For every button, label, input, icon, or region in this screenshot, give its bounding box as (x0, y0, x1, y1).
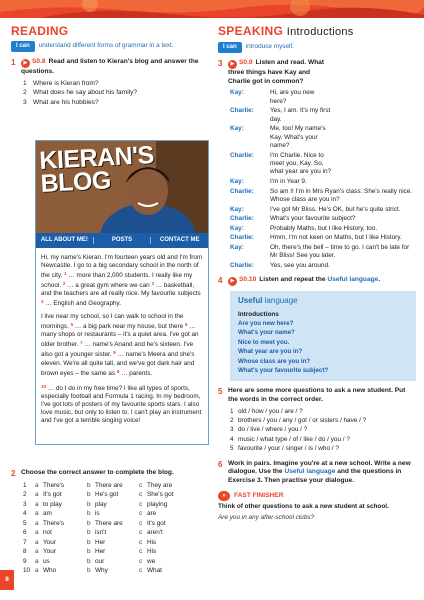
answer-option[interactable]: It's got (43, 491, 62, 499)
answer-row: 10 a Who b Why c What (23, 566, 209, 575)
exercise-4: 4 ▶ S0.10 Listen and repeat the Useful language. (218, 276, 381, 286)
speaker-name: Charlie: (230, 215, 254, 223)
ican-badge: I can (218, 42, 242, 53)
dialogue-line (230, 188, 416, 205)
speaker-name: Kay: (230, 125, 244, 133)
dialogue (230, 89, 416, 270)
dialogue-text: Probably Maths, but I like History, too. (270, 224, 378, 232)
speaker-name: Charlie: (230, 261, 254, 269)
dialogue-text: What's your favourite subject? (270, 215, 356, 223)
list-item: 3 do / live / where / you / ? (230, 426, 308, 434)
answer-option[interactable]: She's got (147, 491, 174, 499)
dialogue-line (230, 125, 416, 150)
useful-title: Useful language (238, 296, 298, 306)
answer-row: 3 a to play b play c playing (23, 500, 209, 509)
speaker-name: Kay: (230, 224, 244, 232)
fast-finisher (218, 491, 416, 501)
audio-icon[interactable]: ▶ (21, 59, 30, 68)
answer-row: 2 a It's got b He's got c She's got (23, 490, 209, 499)
fast-finisher-label: FAST FINISHER (234, 492, 284, 500)
objective-text: understand different forms of grammar in a text. (38, 42, 174, 50)
useful-phrase: Are you new here? (238, 320, 294, 328)
dialogue-line (230, 107, 416, 124)
nav-posts[interactable]: POSTS (94, 237, 152, 245)
answer-option[interactable]: There's (43, 482, 65, 489)
answer-option[interactable]: play (95, 500, 107, 508)
exercise-number: 6 (218, 459, 223, 469)
answer-option[interactable]: Her (95, 538, 106, 546)
list-item: 2 What does he say about his family? (23, 89, 138, 97)
exercise-3 (218, 59, 416, 270)
question-list (23, 79, 209, 108)
list-item: 4 music / what type / of / like / do / you / ? (230, 435, 350, 443)
dialogue-text: Yes, I am. It's my first day. (270, 107, 331, 123)
answer-option[interactable]: Your (43, 538, 56, 546)
answer-option[interactable]: Who (43, 567, 57, 575)
dialogue-text: Hi, are you new here? (270, 89, 315, 105)
audio-code: S0.10 (239, 276, 257, 284)
answer-option[interactable]: He's got (95, 491, 119, 499)
answer-option[interactable]: What (147, 567, 162, 575)
list-item: 1 old / how / you / are / ? (230, 407, 303, 415)
answer-options (23, 481, 209, 576)
audio-code: S0.8 (32, 58, 46, 65)
blog-photo (36, 141, 208, 233)
reading-column (11, 24, 209, 107)
blog-nav (36, 233, 208, 248)
speaking-heading: SPEAKING Introductions (218, 24, 354, 38)
speaker-name: Kay: (230, 89, 244, 97)
word-order-list (230, 407, 416, 454)
exercise-number: 2 (11, 469, 16, 478)
blog-panel (35, 140, 209, 445)
dialogue-text: So am I! I'm in Mrs Ryan's class. She's really nice. Whose class are you in? (270, 187, 413, 203)
answer-row: 6 a not b isn't c aren't (23, 528, 209, 537)
answer-row: 4 a am b is c are (23, 509, 209, 518)
useful-language-box (230, 291, 416, 381)
answer-row: 7 a Your b Her c His (23, 538, 209, 547)
answer-option[interactable]: They are (147, 482, 173, 489)
reading-heading: READING (11, 24, 69, 38)
page-number: 8 (0, 570, 14, 590)
answer-option[interactable]: is (95, 510, 100, 518)
nav-contact-me[interactable]: CONTACT ME (159, 236, 200, 243)
list-item: 1 Where is Kieran from? (23, 79, 99, 87)
audio-icon[interactable]: ▶ (228, 277, 237, 286)
list-item: 3 What are his hobbies? (23, 98, 99, 106)
dialogue-line (230, 178, 416, 186)
blog-title: KIERAN'S BLOG (38, 141, 155, 198)
answer-row: 5 a There's b There are c It's got (23, 519, 209, 528)
speaker-name: Kay: (230, 205, 244, 213)
dialogue-text: Oh, there's the bell – time to go. I can't be late for Mr Bliss! See you later. (270, 243, 410, 260)
answer-option[interactable]: His (147, 538, 157, 546)
answer-option[interactable]: aren't (147, 529, 163, 537)
exercise-instruction: Choose the correct answer to complete the blog. (21, 469, 174, 476)
answer-option[interactable]: Why (95, 567, 108, 575)
answer-option[interactable]: His (147, 548, 157, 556)
fast-finisher-example: Are you in any after-school clubs? (218, 513, 315, 521)
answer-option[interactable]: There's (43, 519, 65, 527)
audio-icon[interactable]: ▶ (228, 60, 237, 69)
exercise-instruction: Here are some more questions to ask a new student. Put the words in the correct order. (228, 387, 406, 404)
list-item: 5 favourite / your / singer / is / who / ? (230, 445, 339, 453)
speaking-column (218, 24, 416, 522)
speaker-name: Kay: (230, 177, 244, 185)
reading-objective (11, 41, 209, 52)
exercise-5 (218, 387, 416, 453)
exercise-instruction: Listen and read. What three things have Kay and Charlie got in common? (228, 59, 325, 85)
fast-finisher-text: Think of other questions to ask a new student at school. (218, 503, 389, 511)
dialogue-line (230, 244, 416, 261)
exercise-instruction: Read and listen to Kieran's blog and answer the questions. (21, 58, 199, 75)
exercise-1 (11, 58, 209, 107)
objective-text: introduce myself. (245, 43, 294, 51)
answer-option[interactable]: our (95, 557, 105, 565)
answer-row: 1 a There's b There are c They are (23, 481, 209, 490)
useful-phrase: What's your favourite subject? (238, 367, 329, 375)
speaker-name: Charlie: (230, 234, 254, 242)
answer-option[interactable]: are (147, 510, 157, 518)
blog-paragraph: I live near my school, so I can walk to school in the mornings. $^5$ … a big park near my house, but there $^6$ … many shops or restaurants – it's a quiet area. I've got an older brother. $^7$ … name's Anand and he's sixteen. I've also got a younger sister. $^8$ … name's Meera and she's eleven. We're all quite tall, and we've got dark hair and brown eyes – the same as $^9$ … parents. (41, 313, 199, 377)
dialogue-text: Me, too! My name's Kay. What's your name? (270, 125, 326, 149)
dialogue-text: I'm Charlie. Nice to meet you, Kay. So, what year are you in? (270, 151, 332, 176)
answer-option[interactable]: we (147, 557, 156, 565)
dialogue-line (230, 262, 416, 270)
answer-option[interactable]: It's got (147, 519, 166, 527)
useful-phrase: Whose class are you in? (238, 357, 311, 365)
answer-option[interactable]: playing (147, 500, 168, 508)
dialogue-text: I've got Mr Bliss. He's OK, but he's quite strict. (270, 205, 401, 213)
answer-row: 9 a us b our c we (23, 557, 209, 566)
ican-badge: I can (11, 41, 35, 52)
useful-phrase: What year are you in? (238, 348, 303, 356)
answer-option[interactable]: us (43, 557, 50, 565)
speaker-name: Charlie: (230, 187, 254, 195)
exercise-number: 5 (218, 387, 223, 397)
speaker-name: Kay: (230, 243, 244, 251)
answer-option[interactable]: There are (95, 519, 123, 527)
exercise-number: 1 (11, 58, 16, 67)
exercise-number: 3 (218, 59, 223, 68)
top-banner (0, 0, 424, 18)
dialogue-line (230, 225, 416, 233)
dialogue-line (230, 89, 416, 106)
double-chevron-icon: » (218, 491, 230, 501)
useful-phrase: What's your name? (238, 329, 295, 337)
dialogue-line (230, 215, 416, 223)
speaking-objective (218, 42, 416, 53)
answer-row: 8 a Your b Her c His (23, 547, 209, 556)
answer-option[interactable]: to play (43, 500, 62, 508)
answer-option[interactable]: Her (95, 548, 106, 556)
dialogue-text: I'm in Year 9. (270, 177, 307, 185)
answer-option[interactable]: isn't (95, 529, 107, 537)
blog-paragraph: Hi, my name's Kieran. I'm fourteen years old and I'm from Newcastle. I go to a big secondary school in the north of the city. $^1$ … more than 2,000 students. I really like my school. $^2$ … a great gym where we can $^3$ … basketball, and the teachers are all really nice. My favourite subjects $^4$ … English and Geography. (41, 254, 203, 308)
audio-code: S0.9 (239, 59, 253, 66)
nav-all-about-me[interactable]: ALL ABOUT ME! (36, 237, 94, 245)
useful-section: Introductions (238, 310, 279, 318)
blog-paragraph: $^{10}$ … do I do in my free time? I like all types of sports, especially football and Formula 1 racing. In my bedroom, I've got lots of posters of my favourite sports stars. I also love music, but only to listen to. I can't play an instrument and I've got a terrible singing voice! (41, 383, 202, 424)
dialogue-line (230, 152, 416, 177)
useful-phrase: Nice to meet you. (238, 338, 290, 346)
dialogue-line (230, 234, 416, 242)
list-item: 2 brothers / you / any / got / or sisters / have / ? (230, 417, 367, 424)
speaker-name: Charlie: (230, 151, 254, 159)
dialogue-text: Yes, see you around. (270, 261, 330, 269)
exercise-number: 4 (218, 276, 223, 286)
exercise-6: 6 Work in pairs. Imagine you're at a new school. Write a new dialogue. Use the Useful language and the questions in Exercise 3. Then practise your dialogue. (218, 459, 411, 484)
answer-option[interactable]: Your (43, 548, 56, 556)
answer-option[interactable]: There are (95, 482, 123, 489)
exercise-2 (11, 463, 209, 576)
dialogue-text: Hmm, I'm not keen on Maths, but I like History. (270, 234, 402, 242)
speaker-name: Charlie: (230, 107, 254, 115)
dialogue-line (230, 206, 416, 214)
blog-text (41, 254, 204, 430)
answer-option[interactable]: not (43, 529, 52, 537)
answer-option[interactable]: am (43, 510, 52, 518)
